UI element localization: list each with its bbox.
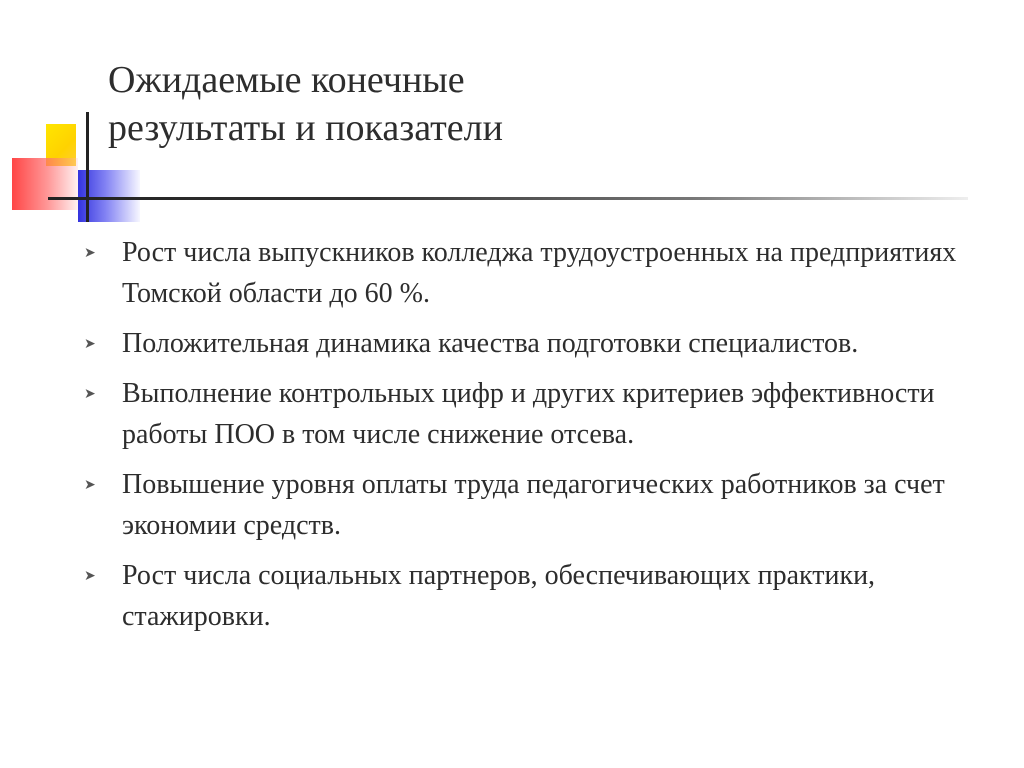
bullet-text: Рост числа социальных партнеров, обеспечивающих практики, стажировки. [122, 560, 876, 632]
bullet-text: Рост числа выпускников колледжа трудоустроенных на предприятиях Томской области до 60 %. [122, 237, 957, 309]
bullet-text: Повышение уровня оплаты труда педагогических работников за счет экономии средств. [122, 469, 945, 541]
bullet-item [80, 323, 1000, 364]
bullet-item [80, 232, 1000, 314]
chevron-right-icon: ➤ [84, 245, 96, 261]
title-underline [48, 197, 968, 200]
chevron-right-icon: ➤ [84, 568, 96, 584]
chevron-right-icon: ➤ [84, 477, 96, 493]
vertical-divider-line [86, 112, 89, 222]
chevron-right-icon: ➤ [84, 386, 96, 402]
slide-title-line-2: результаты и показатели [108, 107, 503, 149]
bullet-item [80, 555, 1000, 637]
slide-title-line-1: Ожидаемые конечные [108, 59, 465, 101]
bullet-text: Выполнение контрольных цифр и других критериев эффективности работы ПОО в том числе снижение отсева. [122, 378, 935, 450]
chevron-right-icon: ➤ [84, 336, 96, 352]
bullet-list [80, 232, 1000, 646]
bullet-item [80, 373, 1000, 455]
bullet-item [80, 464, 1000, 546]
slide-title [108, 56, 908, 152]
bullet-text: Положительная динамика качества подготовки специалистов. [122, 328, 859, 359]
red-square-decoration [12, 158, 78, 210]
